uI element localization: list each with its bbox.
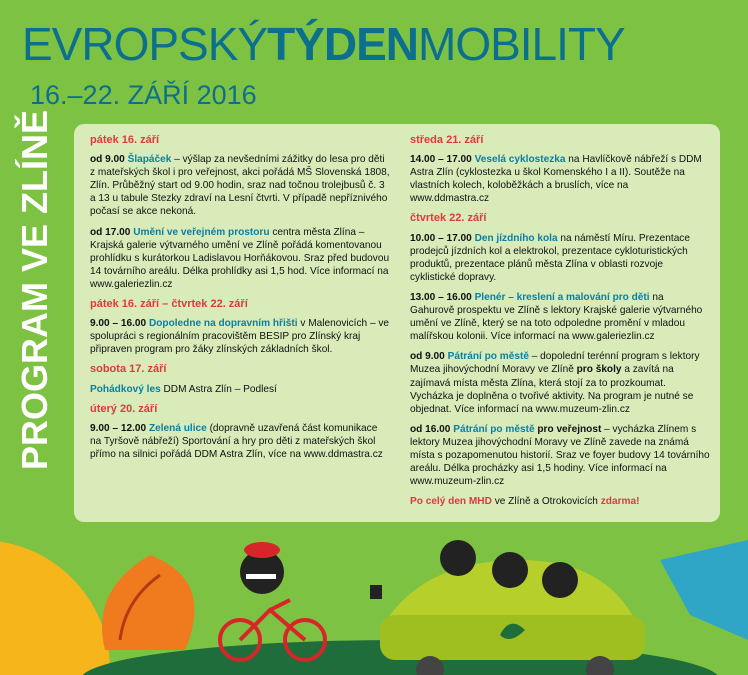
event-name: Umění ve veřejném prostoru bbox=[133, 226, 270, 238]
event-time: 13.00 – 16.00 bbox=[410, 291, 472, 303]
event-text: – dopolední terénní program s lektory Muzea jihovýchodní Moravy ve Zlíně bbox=[410, 351, 700, 376]
event-item bbox=[410, 153, 710, 205]
teal-arrow bbox=[660, 540, 748, 640]
event-text: na náměstí Míru. Prezentace prodejců jízdních kol a elektrokol, prezentace cykloturistických produktů, prezentace plánů města Zlína v oblasti rozvoje cyklistické dopravy. bbox=[410, 232, 690, 283]
event-time: od 16.00 bbox=[410, 423, 451, 435]
eco-car bbox=[370, 540, 645, 675]
event-text: a zavítá na zajímavá místa města Zlína, která stojí za to prozkoumat. Vycházka je doplněna o tvořivé aktivity. Na program je nutné se objednat. Více informací na www.muzeum-zlin.cz bbox=[410, 364, 694, 415]
event-dates: 16.–22. ZÁŘÍ 2016 bbox=[30, 80, 257, 110]
event-name: Veselá cyklostezka bbox=[474, 154, 566, 166]
decor-circle bbox=[0, 540, 110, 675]
day-heading: pátek 16. září bbox=[90, 134, 160, 146]
event-time: 10.00 – 17.00 bbox=[410, 232, 472, 244]
footer-note bbox=[410, 495, 710, 508]
event-name: Den jízdního kola bbox=[474, 232, 558, 244]
illustration bbox=[0, 520, 748, 675]
title-part-1: EVROPSKÝ bbox=[22, 18, 268, 70]
event-text: – vycházka Zlínem s lektory Muzea jihovýchodní Moravy ve Zlíně zavede na známá místa s pozapomenutou historií. Sraz ve foyer budovy 14 továrního areálu. Délka procházky asi 1,5 hodiny. Více informací na www.muzeum-zlin.cz bbox=[410, 423, 710, 488]
event-item bbox=[90, 226, 390, 291]
footer-note-c: zdarma! bbox=[600, 496, 640, 508]
event-text: na Gahurově prospektu ve Zlíně s lektory Krajské galerie výtvarného umění ve Zlíně, který se na toto odpoledne promění v mladou malířskou kolonii. Více informací na www.galeriezlin.cz bbox=[410, 291, 703, 343]
event-name: Pátrání po městě bbox=[447, 351, 529, 363]
day-heading: středa 21. září bbox=[410, 134, 484, 146]
event-item bbox=[410, 232, 710, 284]
title-part-2: TÝDEN bbox=[267, 18, 418, 70]
event-item bbox=[90, 383, 390, 396]
program-left-column bbox=[90, 134, 390, 468]
event-name: Pátrání po městě bbox=[453, 423, 535, 435]
event-text: centra města Zlína – Krajská galerie výtvarného umění ve Zlíně pořádá komentovanou prohlídku s kurátorkou Ladislavou Horňákovou. Sraz před budovou 14 továrního areálu. Délka prohlídky asi 1,5 hod. Více informací na www.galeriezlin.cz bbox=[90, 226, 390, 290]
event-name: Zelená ulice bbox=[148, 422, 207, 434]
page-title bbox=[22, 18, 625, 70]
event-time: od 9.00 bbox=[410, 351, 445, 363]
event-text: – výšlap za nevšedními zážitky do lesa pro děti z mateřských škol i pro veřejnost, akci pořádá MŠ Slovenská 1808, Zlín. Průběžný start od 9.00 hodin, sraz nad točnou trolejbusů č. 3 a 13 u tabule Stezky zdraví na Lesní čtvrti. V případě nepříznivého počasí se akce nekoná. bbox=[90, 154, 390, 218]
day-heading: sobota 17. září bbox=[90, 363, 167, 376]
footer-note-b: ve Zlíně a Otrokovicích bbox=[494, 496, 598, 508]
event-name: Pohádkový les bbox=[90, 383, 161, 395]
title-part-3: MOBILITY bbox=[418, 18, 625, 70]
event-name: Šlapáček bbox=[127, 154, 172, 166]
event-item bbox=[90, 153, 390, 218]
program-right-column bbox=[410, 134, 710, 515]
event-time: 14.00 – 17.00 bbox=[410, 154, 472, 166]
day-heading: úterý 20. září bbox=[90, 402, 158, 415]
event-name: Dopoledne na dopravním hřišti bbox=[148, 318, 298, 330]
event-item bbox=[410, 350, 710, 415]
event-item bbox=[90, 422, 390, 461]
event-text: na Havlíčkově nábřeží s DDM Astra Zlín (cyklostezka u škol Komenského I a II). Soutěže na vlastních kolech, koloběžkách a bruslích, více na www.ddmastra.cz bbox=[410, 154, 702, 205]
day-heading: čtvrtek 22. září bbox=[410, 212, 487, 225]
event-audience: pro školy bbox=[576, 364, 622, 376]
event-name: Plenér – kreslení a malování pro děti bbox=[474, 291, 650, 303]
event-item bbox=[410, 291, 710, 343]
event-time: 9.00 – 12.00 bbox=[90, 422, 147, 434]
footer-note-a: Po celý den MHD bbox=[410, 496, 492, 508]
orange-leaf bbox=[102, 555, 194, 650]
event-time: od 9.00 bbox=[90, 154, 125, 166]
event-time: 9.00 – 16.00 bbox=[90, 318, 147, 330]
event-item bbox=[90, 317, 390, 356]
side-title: PROGRAM VE ZLÍNĚ bbox=[14, 109, 55, 470]
event-text: (dopravně uzavřená část komunikace na Tyršově nábřeží) Sportování a hry pro děti z mateřských škol přímo na silnici pořádá DDM Astra Zlín, více na www.ddmastra.cz bbox=[90, 422, 383, 460]
event-time: od 17.00 bbox=[90, 226, 131, 238]
event-item bbox=[410, 423, 710, 488]
day-heading: pátek 16. září – čtvrtek 22. září bbox=[90, 298, 248, 311]
event-text: v Malenovicích – ve spolupráci s regionálním pracovištěm BESIP pro Zlínský kraj připraven program pro žáky zlínských základních škol. bbox=[90, 318, 390, 356]
event-audience: pro veřejnost bbox=[537, 423, 602, 435]
event-text: DDM Astra Zlín – Podlesí bbox=[163, 383, 277, 395]
